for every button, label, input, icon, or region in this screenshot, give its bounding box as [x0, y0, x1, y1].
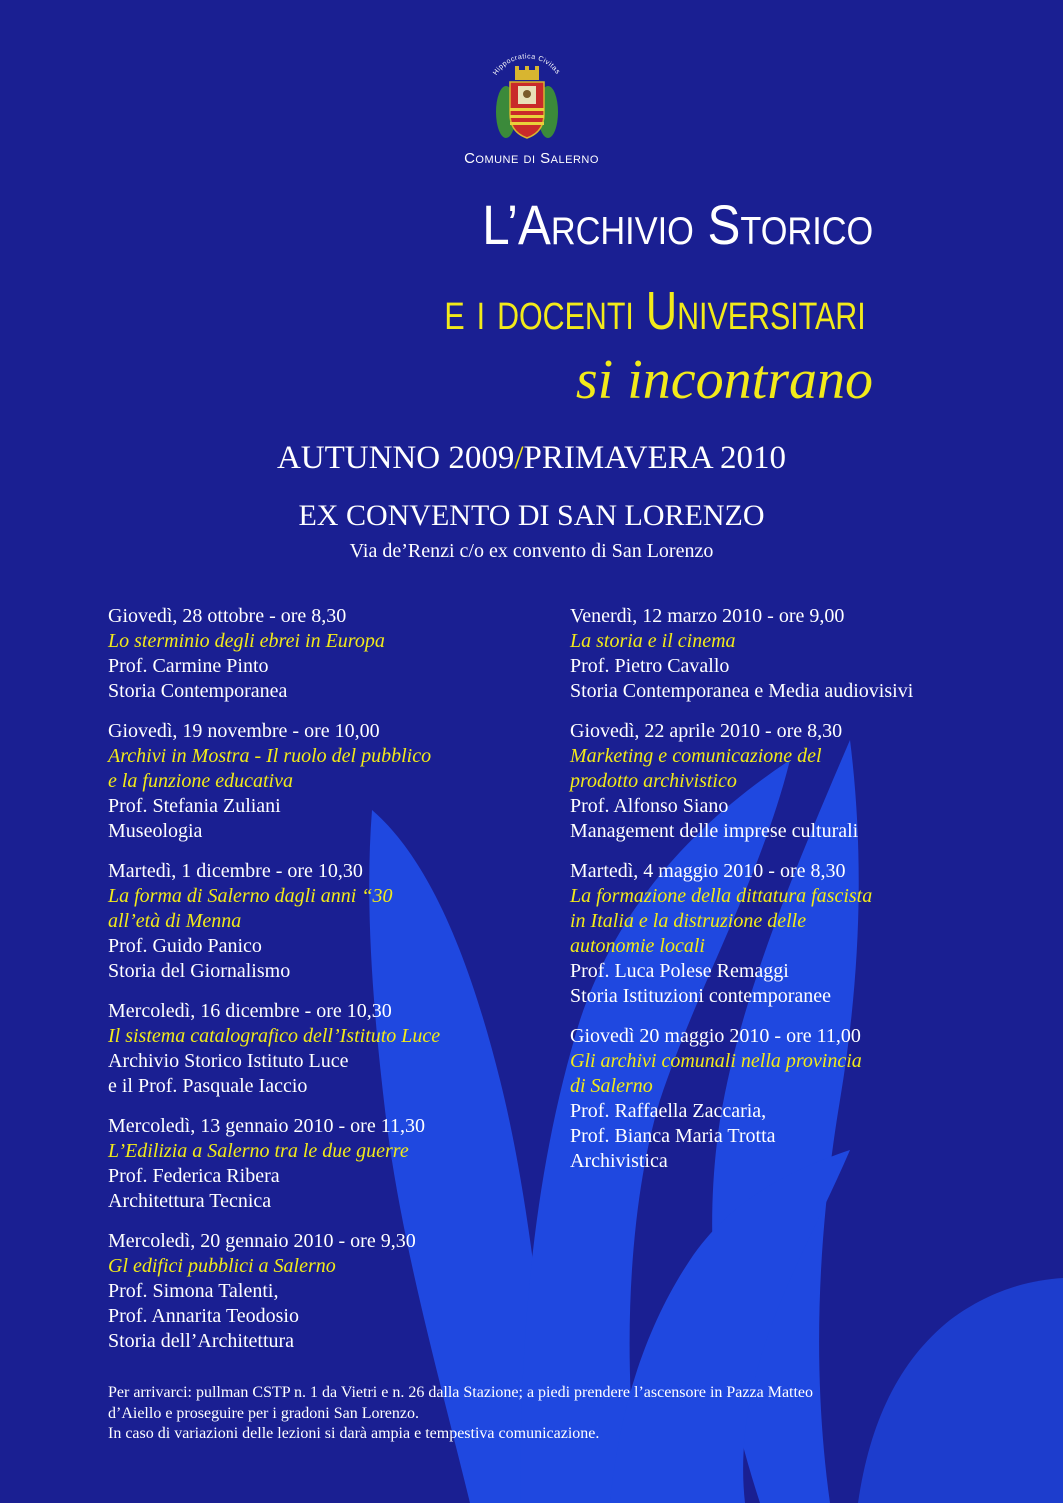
event-date-time: Giovedì, 28 ottobre - ore 8,30: [108, 605, 347, 627]
event-speaker-detail: Museologia: [108, 820, 203, 842]
event-talk-title: all’età di Menna: [108, 910, 242, 932]
event-talk-title: Marketing e comunicazione del: [570, 745, 822, 767]
venue-address: Via de’Renzi c/o ex convento di San Lorenzo: [349, 540, 714, 562]
event-talk-title: La storia e il cinema: [570, 630, 736, 652]
event-speaker-detail: Prof. Luca Polese Remaggi: [570, 960, 789, 982]
event-speaker-detail: Storia Contemporanea: [108, 680, 288, 702]
venue-name: EX CONVENTO DI SAN LORENZO: [298, 499, 765, 532]
period-separator: /: [514, 440, 524, 476]
event-entry: [108, 1114, 558, 1214]
event-date-time: Martedì, 4 maggio 2010 - ore 8,30: [570, 860, 846, 882]
event-speaker-detail: Prof. Annarita Teodosio: [108, 1305, 299, 1327]
event-speaker-detail: Archivio Storico Istituto Luce: [108, 1050, 349, 1072]
event-entry: [570, 604, 1040, 704]
event-talk-title: in Italia e la distruzione delle: [570, 910, 807, 932]
period-spring: PRIMAVERA 2010: [523, 440, 787, 476]
event-talk-title: La formazione della dittatura fascista: [570, 885, 873, 907]
event-date-time: Martedì, 1 dicembre - ore 10,30: [108, 860, 363, 882]
event-speaker-detail: Storia Contemporanea e Media audiovisivi: [570, 680, 914, 702]
title-line-2: e i docenti Universitari: [444, 281, 866, 341]
footer-line: d’Aiello e proseguire per i gradoni San Lorenzo.: [108, 1404, 420, 1422]
event-talk-title: e la funzione educativa: [108, 770, 293, 792]
event-speaker-detail: Architettura Tecnica: [108, 1190, 272, 1212]
event-date-time: Mercoledì, 20 gennaio 2010 - ore 9,30: [108, 1230, 416, 1252]
events-left-column: [108, 604, 558, 1369]
event-talk-title: Gl edifici pubblici a Salerno: [108, 1255, 336, 1277]
crest-motto: Hippocratica Civitas: [492, 53, 562, 77]
event-talk-title: autonomie locali: [570, 935, 705, 957]
event-speaker-detail: Prof. Alfonso Siano: [570, 795, 729, 817]
event-speaker-detail: Prof. Guido Panico: [108, 935, 262, 957]
period-autumn: AUTUNNO 2009: [276, 440, 515, 476]
event-speaker-detail: Prof. Simona Talenti,: [108, 1280, 279, 1302]
event-speaker-detail: Management delle imprese culturali: [570, 820, 859, 842]
event-entry: [570, 859, 1040, 1009]
event-speaker-detail: Storia dell’Architettura: [108, 1330, 295, 1352]
event-entry: [570, 719, 1040, 844]
event-speaker-detail: Prof. Pietro Cavallo: [570, 655, 730, 677]
coat-of-arms-icon: [482, 52, 572, 162]
event-entry: [570, 1024, 1040, 1174]
event-date-time: Giovedì, 22 aprile 2010 - ore 8,30: [570, 720, 843, 742]
event-talk-title: La forma di Salerno dagli anni “30: [108, 885, 393, 907]
event-speaker-detail: Storia Istituzioni contemporanee: [570, 985, 832, 1007]
events-right-column: [570, 604, 1040, 1189]
period-heading: [0, 440, 1063, 477]
event-speaker-detail: Prof. Federica Ribera: [108, 1165, 280, 1187]
event-entry: [108, 719, 558, 844]
event-speaker-detail: Prof. Carmine Pinto: [108, 655, 269, 677]
event-speaker-detail: e il Prof. Pasquale Iaccio: [108, 1075, 308, 1097]
event-speaker-detail: Prof. Bianca Maria Trotta: [570, 1125, 776, 1147]
institution-name: Comune di Salerno: [464, 150, 599, 167]
event-speaker-detail: Storia del Giornalismo: [108, 960, 291, 982]
event-date-time: Venerdì, 12 marzo 2010 - ore 9,00: [570, 605, 845, 627]
footer-line: Per arrivarci: pullman CSTP n. 1 da Vietri e n. 26 dalla Stazione; a piedi prendere l’ascensore in Pazza Matteo: [108, 1384, 814, 1401]
event-date-time: Giovedì, 19 novembre - ore 10,00: [108, 720, 380, 742]
event-date-time: Mercoledì, 16 dicembre - ore 10,30: [108, 1000, 392, 1022]
event-talk-title: di Salerno: [570, 1075, 653, 1097]
footer-notes: [108, 1383, 968, 1445]
event-date-time: Giovedì 20 maggio 2010 - ore 11,00: [570, 1025, 861, 1047]
event-entry: [108, 1229, 558, 1354]
event-entry: [108, 604, 558, 704]
event-entry: [108, 999, 558, 1099]
event-talk-title: Il sistema catalografico dell’Istituto Luce: [108, 1025, 441, 1047]
event-talk-title: Lo sterminio degli ebrei in Europa: [108, 630, 385, 652]
event-speaker-detail: Prof. Raffaella Zaccaria,: [570, 1100, 767, 1122]
title-line-3: si incontrano: [575, 349, 873, 411]
title-line-1: L’Archivio Storico: [482, 193, 873, 256]
footer-line: In caso di variazioni delle lezioni si darà ampia e tempestiva comunicazione.: [108, 1425, 600, 1442]
event-talk-title: Archivi in Mostra - Il ruolo del pubblico: [108, 745, 432, 767]
event-talk-title: prodotto archivistico: [570, 770, 737, 792]
event-talk-title: Gli archivi comunali nella provincia: [570, 1050, 862, 1072]
event-date-time: Mercoledì, 13 gennaio 2010 - ore 11,30: [108, 1115, 425, 1137]
event-entry: [108, 859, 558, 984]
event-talk-title: L’Edilizia a Salerno tra le due guerre: [108, 1140, 409, 1162]
event-speaker-detail: Prof. Stefania Zuliani: [108, 795, 281, 817]
event-speaker-detail: Archivistica: [570, 1150, 668, 1172]
